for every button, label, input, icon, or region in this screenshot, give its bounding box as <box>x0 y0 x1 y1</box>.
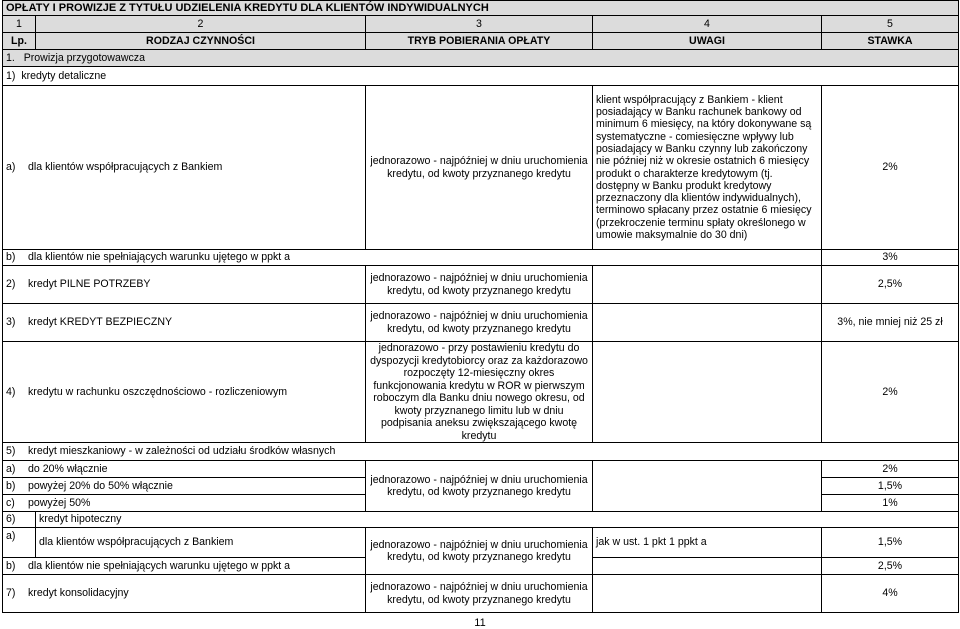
table-title: OPŁATY I PROWIZJE Z TYTUŁU UDZIELENIA KREDYTU DLA KLIENTÓW INDYWIDUALNYCH <box>3 1 959 16</box>
subsection-heading <box>3 67 959 86</box>
col-number-1: 1 <box>3 16 36 33</box>
row-2-mode: jednorazowo - najpóźniej w dniu uruchomienia kredytu, od kwoty przyznanego kredytu <box>366 266 593 304</box>
row-3-rate: 3%, nie mniej niż 25 zł <box>822 304 959 342</box>
header-activity: RODZAJ CZYNNOŚCI <box>36 33 366 50</box>
row-b-rate: 3% <box>822 250 959 266</box>
header-lp: Lp. <box>3 33 36 50</box>
row-5a-rate: 2% <box>822 461 959 478</box>
row-5c-rate: 1% <box>822 495 959 512</box>
table-row <box>3 575 959 613</box>
row-6a-activity: dla klientów współpracujących z Bankiem <box>36 528 366 558</box>
section-heading <box>3 50 959 67</box>
row-4-activity: 4) kredytu w rachunku oszczędnościowo - rozliczeniowym <box>3 342 366 443</box>
table-row <box>3 528 959 558</box>
row-6a-notes: jak w ust. 1 pkt 1 ppkt a <box>593 528 822 558</box>
row-2-rate: 2,5% <box>822 266 959 304</box>
row-5a-activity: a) do 20% włącznie <box>3 461 366 478</box>
page-number: 11 <box>474 617 486 629</box>
row-4-rate: 2% <box>822 342 959 443</box>
row-6-mode: jednorazowo - najpóźniej w dniu uruchomienia kredytu, od kwoty przyznanego kredytu <box>366 528 593 575</box>
table-row <box>3 443 959 461</box>
row-7-activity: 7) kredyt konsolidacyjny <box>3 575 366 613</box>
table-row <box>3 342 959 443</box>
subsection-label: kredyty detaliczne <box>21 69 107 82</box>
row-2-activity: 2) kredyt PILNE POTRZEBY <box>3 266 366 304</box>
subsection-number: 1) <box>6 69 16 82</box>
row-a-notes: klient współpracujący z Bankiem - klient posiadający w Banku rachunek bankowy od minimum 6 miesięcy, na który dokonywane są systematyczne - comiesięczne wpływy lub posiadający w Banku czynny lub zakończony nie później niż w okresie ostatnich 6 miesięcy produkt o charakterze kredytowym (tj. dostępny w Banku produkt kredytowy przeznaczony dla klientów indywidualnych), terminowo spłacany przez ostatnie 6 miesięcy (przekroczenie terminu spłaty określonego w umowie maksymalnie do 30 dni) <box>593 86 822 250</box>
col-number-5: 5 <box>822 16 959 33</box>
section-label: Prowizja przygotowawcza <box>23 51 145 64</box>
table-row <box>3 512 959 528</box>
row-7-mode: jednorazowo - najpóźniej w dniu uruchomienia kredytu, od kwoty przyznanego kredytu <box>366 575 593 613</box>
row-3-mode: jednorazowo - najpóźniej w dniu uruchomienia kredytu, od kwoty przyznanego kredytu <box>366 304 593 342</box>
fees-table <box>2 0 959 613</box>
section-number: 1. <box>6 51 15 64</box>
row-b-activity: b) dla klientów nie spełniających warunku ujętego w ppkt a <box>3 250 822 266</box>
table-row <box>3 250 959 266</box>
row-6-activity: kredyt hipoteczny <box>36 512 959 528</box>
col-number-2: 2 <box>36 16 366 33</box>
table-row <box>3 461 959 478</box>
row-3-activity: 3) kredyt KREDYT BEZPIECZNY <box>3 304 366 342</box>
row-a-activity: a) dla klientów współpracujących z Bankiem <box>3 86 366 250</box>
row-5b-rate: 1,5% <box>822 478 959 495</box>
table-row <box>3 86 959 250</box>
row-7-rate: 4% <box>822 575 959 613</box>
row-6b-activity: b) dla klientów nie spełniających warunku ujętego w ppkt a <box>3 558 366 575</box>
row-5c-activity: c) powyżej 50% <box>3 495 366 512</box>
row-6b-rate: 2,5% <box>822 558 959 575</box>
row-6-number: 6) <box>3 512 36 528</box>
header-rate: STAWKA <box>822 33 959 50</box>
row-5-mode: jednorazowo - najpóźniej w dniu uruchomienia kredytu, od kwoty przyznanego kredytu <box>366 461 593 512</box>
col-number-3: 3 <box>366 16 593 33</box>
header-notes: UWAGI <box>593 33 822 50</box>
row-a-rate: 2% <box>822 86 959 250</box>
row-6a-rate: 1,5% <box>822 528 959 558</box>
table-row <box>3 304 959 342</box>
table-row <box>3 266 959 304</box>
row-a-mode: jednorazowo - najpóźniej w dniu uruchomienia kredytu, od kwoty przyznanego kredytu <box>366 86 593 250</box>
col-number-4: 4 <box>593 16 822 33</box>
row-5b-activity: b) powyżej 20% do 50% włącznie <box>3 478 366 495</box>
row-5-activity: 5) kredyt mieszkaniowy - w zależności od udziału środków własnych <box>3 443 959 461</box>
header-mode: TRYB POBIERANIA OPŁATY <box>366 33 593 50</box>
row-4-mode: jednorazowo - przy postawieniu kredytu do dyspozycji kredytobiorcy oraz za każdorazowo rozpoczęty 12-miesięczny okres funkcjonowania kredytu w ROR w pierwszym roboczym dla Banku dniu nowego okresu, od kwoty przyznanego limitu lub w dniu podpisania aneksu zwiększającego kwotę kredytu <box>366 342 593 443</box>
row-6a-number: a) <box>3 528 36 558</box>
